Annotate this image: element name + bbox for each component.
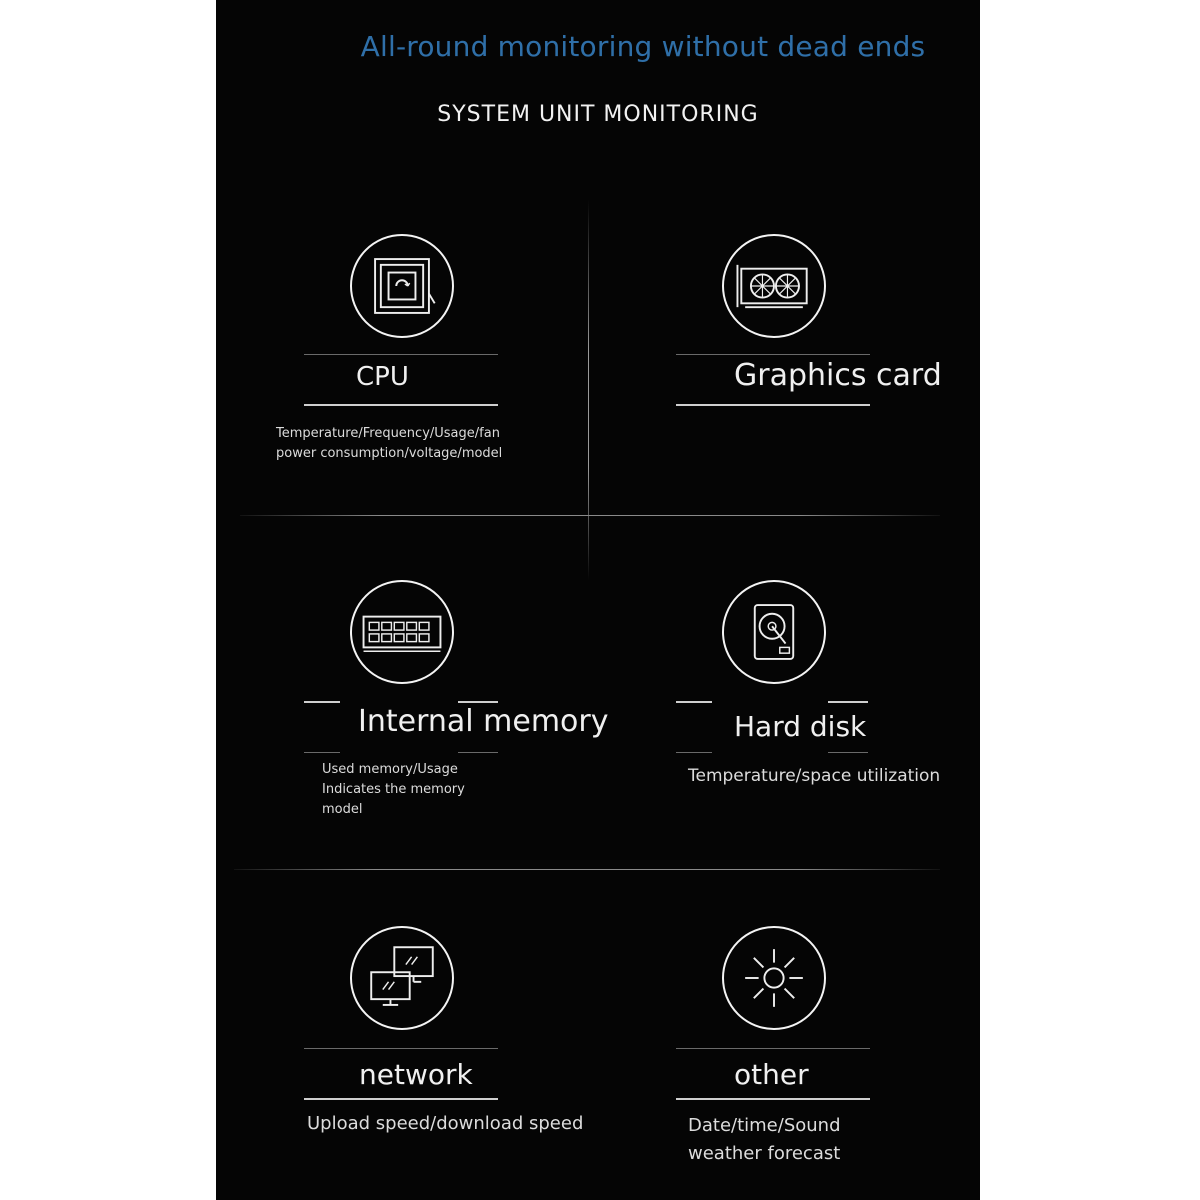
poster-panel	[216, 0, 980, 1200]
disk-bar-top-left	[676, 701, 712, 703]
network-desc: Upload speed/download speed	[307, 1113, 584, 1134]
sun-icon	[722, 926, 826, 1030]
memory-label: Internal memory	[358, 704, 609, 739]
section-title: SYSTEM UNIT MONITORING	[437, 102, 759, 127]
cpu-chip-icon	[350, 234, 454, 338]
network-label: network	[359, 1058, 473, 1091]
network-monitors-icon	[350, 926, 454, 1030]
cpu-bar-bottom	[304, 404, 498, 406]
disk-label: Hard disk	[734, 710, 867, 743]
other-bar-top	[676, 1048, 870, 1049]
memory-bar-top-right	[458, 701, 498, 703]
memory-bar-bottom-left	[304, 752, 340, 753]
disk-desc: Temperature/space utilization	[688, 766, 941, 786]
disk-bar-bottom-right	[828, 752, 868, 753]
headline: All-round monitoring without dead ends	[360, 30, 926, 63]
vertical-divider	[588, 200, 589, 580]
ram-module-icon	[350, 580, 454, 684]
other-desc: Date/time/Sound weather forecast	[688, 1115, 841, 1164]
graphics-card-icon	[722, 234, 826, 338]
gpu-label: Graphics card	[734, 358, 942, 393]
disk-bar-top-right	[828, 701, 868, 703]
cpu-desc: Temperature/Frequency/Usage/fan power consumption/voltage/model	[276, 426, 503, 461]
horizontal-divider-top	[240, 515, 940, 516]
memory-desc: Used memory/Usage Indicates the memory model	[322, 762, 465, 817]
other-bar-bottom	[676, 1098, 870, 1100]
network-bar-bottom	[304, 1098, 498, 1100]
cpu-bar-top	[304, 354, 498, 355]
gpu-bar-bottom	[676, 404, 870, 406]
gpu-bar-top	[676, 354, 870, 355]
network-bar-top	[304, 1048, 498, 1049]
cpu-label: CPU	[356, 362, 409, 392]
horizontal-divider-bottom	[234, 869, 940, 870]
memory-bar-bottom-right	[458, 752, 498, 753]
hard-disk-icon	[722, 580, 826, 684]
memory-bar-top-left	[304, 701, 340, 703]
disk-bar-bottom-left	[676, 752, 712, 753]
other-label: other	[734, 1058, 809, 1091]
